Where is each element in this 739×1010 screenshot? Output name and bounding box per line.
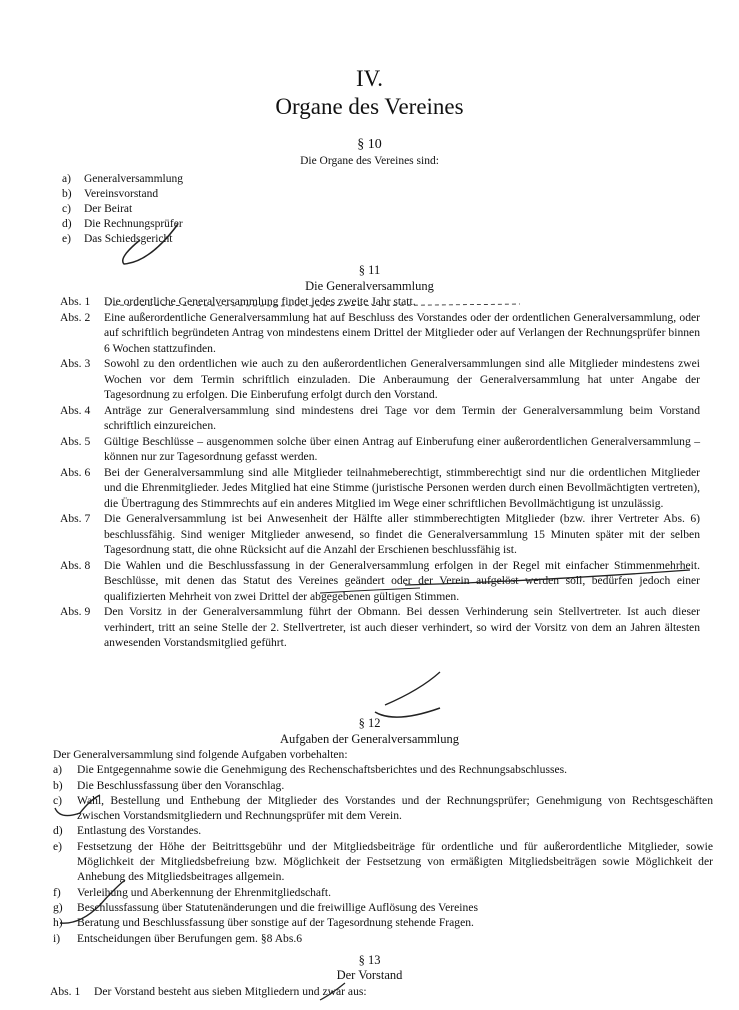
paragraph-label: Abs. 1 [50,985,81,998]
list-item-text: Beratung und Beschlussfassung über sonstige auf der Tagesordnung stehende Fragen. [77,916,474,930]
list-item [62,187,183,202]
paragraph-label: Abs. 9 [60,605,91,618]
organs-list [62,172,183,247]
list-item-text: Vereinsvorstand [84,188,159,200]
paragraph-label: Abs. 1 [60,295,91,308]
paragraph-label: Abs. 2 [60,310,91,324]
list-item-label: d) [53,824,63,838]
paragraph-label: Abs. 4 [60,403,91,417]
section-11-number: § 11 [358,263,381,277]
list-item [53,839,713,885]
list-item-label: d) [62,218,72,230]
list-item-label: c) [62,203,71,215]
list-item-text: Verleihung und Aberkennung der Ehrenmitgliedschaft. [77,885,332,899]
list-item-label: c) [53,793,63,807]
paragraph-label: Abs. 3 [60,357,91,370]
list-item-text: Die Beschlussfassung über den Voranschlag. [77,778,285,792]
paragraph-text: Sowohl zu den ordentlichen wie auch zu den außerordentlichen Generalversammlungen sind alle Mitglieder mindestens zwei Wochen vor dem Termin schriftlich einzuladen. Die Anberaumung der Generalversammlung hat unter Angabe der Tagesordnung zu erfolgen. Die Einberufung erfolgt durch den Vorstand. [104,357,700,401]
list-item-label: h) [53,916,63,930]
section-12-tasks [53,747,713,946]
paragraph [60,403,700,434]
list-item-text: Entlastung des Vorstandes. [77,824,202,838]
paragraph [50,984,690,1000]
paragraph-text: Eine außerordentliche Generalversammlung hat auf Beschluss des Vorstandes oder der ordentlichen Generalversammlung, oder auf schriftlich begründeten Antrag von mindestens einem Drittel der Mitglieder oder auf Verlangen der Rechnungsprüfer binnen 6 Wochen stattzufinden. [104,310,700,355]
list-item-text: Festsetzung der Höhe der Beitrittsgebühr und der Mitgliedsbeiträge für ordentliche und für außerordentliche Mitglieder, sowie Möglichkeit der Mitgliedsbefreiung bzw. Möglichkeit der Festsetzung von ermäßigten Mitgliedsbeiträgen sowie Möglichkeit der Anhebung des Mitgliedsbeitrages allgemein. [77,839,713,884]
list-item-text: Entscheidungen über Berufungen gem. §8 Abs.6 [77,931,303,945]
paragraph-label: Abs. 7 [60,512,91,525]
paragraph [60,294,700,310]
paragraph-label: Abs. 6 [60,465,91,479]
list-item [62,202,183,217]
list-item-label: f) [53,885,61,899]
paragraph [60,511,700,558]
list-item-text: Der Beirat [84,203,133,215]
list-item [53,931,713,946]
paragraph-text: Der Vorstand besteht aus sieben Mitgliedern und zwar aus: [94,985,367,998]
chapter-title: Organe des Vereines [275,94,464,119]
list-item-label: a) [53,763,63,777]
section-11-paragraphs [60,294,700,651]
section-10-number: § 10 [357,137,382,152]
list-item-label: b) [62,188,72,200]
list-item-text: Die Rechnungsprüfer [84,218,183,230]
chapter-number: IV. [355,66,384,91]
section-11-title: Die Generalversammlung [305,279,434,293]
paragraph-text: Gültige Beschlüsse – ausgenommen solche über einen Antrag auf Einberufung einer außerordentlichen Generalversammlung – können nur zur Tagesordnung gefasst werden. [104,434,700,463]
tasks-intro: Der Generalversammlung sind folgende Aufgaben vorbehalten: [53,748,348,761]
paragraph-text: Die Generalversammlung ist bei Anwesenheit der Hälfte aller stimmberechtigten Mitglieder (bzw. ihrer Vertreter Abs. 6) beschlussfähig. Sind weniger Mitglieder anwesend, so findet die Generalversammlung 15 Minuten später mit der selben Tagesordnung statt, die ohne Rücksicht auf die Anzahl der Erschienen beschlussfähig ist. [104,512,700,556]
section-12-number: § 12 [358,716,381,730]
section-12-title: Aufgaben der Generalversammlung [279,732,460,746]
list-item-text: Die Entgegennahme sowie die Genehmigung des Rechenschaftsberichtes und des Rechnungsabschlusses. [77,763,568,777]
paragraph-text: Den Vorsitz in der Generalversammlung führt der Obmann. Bei dessen Verhinderung sein Stellvertreter. Ist auch dieser verhindert, tritt an seine Stelle der 2. Stellvertreter, ist auch dieser verhindert, so wird der Vorsitz von dem an Jahren ältesten anwesenden Vorstandsmitglied geführt. [104,605,700,649]
list-item-label: g) [53,900,63,914]
list-item [53,823,713,838]
pen-stroke [385,672,440,705]
list-item [62,217,183,232]
list-item-label: e) [62,233,71,245]
section-13-paragraphs [50,984,690,1000]
paragraph-label: Abs. 8 [60,558,91,572]
list-item [53,778,713,793]
list-item-label: e) [53,839,63,853]
paragraph [60,310,700,357]
paragraph-label: Abs. 5 [60,434,91,448]
section-13-number: § 13 [358,953,381,967]
list-item [53,885,713,900]
list-item-text: Beschlussfassung über Statutenänderungen und die freiwillige Auflösung des Vereines [77,900,478,914]
paragraph [60,558,700,605]
paragraph [60,356,700,403]
list-item-label: i) [53,931,61,945]
list-item [53,793,713,824]
paragraph [60,604,700,651]
paragraph-text: Die Wahlen und die Beschlussfassung in der Generalversammlung erfolgen in der Regel mit einfacher Stimmenmehrheit. Beschlüsse, mit denen das Statut des Vereines geändert oder der Verein aufgelöst werden soll, bedürfen jedoch einer qualifizierten Mehrheit von zwei Drittel der abgegebenen gültigen Stimmen. [104,558,700,603]
list-item-text: Wahl, Bestellung und Enthebung der Mitglieder des Vorstandes und der Rechnungsprüfer; Genehmigung von Rechtsgeschäften zwischen Vorstandsmitgliedern und Rechnungsprüfer mit dem Verein. [77,793,713,823]
list-item-label: a) [62,173,71,185]
paragraph-text: Bei der Generalversammlung sind alle Mitglieder teilnahmeberechtigt, stimmberechtigt sind nur die ordentlichen Mitglieder und die Ehrenmitglieder. Jedes Mitglied hat eine Stimme (juristische Personen werden durch einen Bevollmächtigten vertreten), die Übertragung des Stimmrechts auf ein anderes Mitglied im Wege einer schriftlichen Bevollmächtigung ist unzulässig. [104,465,700,510]
paragraph-text: Anträge zur Generalversammlung sind mindestens drei Tage vor dem Termin der Generalversammlung beim Vorstand schriftlich einzureichen. [104,403,700,432]
paragraph-text: Die ordentliche Generalversammlung findet jedes zweite Jahr statt. [104,295,416,308]
section-10-intro: Die Organe des Vereines sind: [300,155,439,167]
list-item [62,172,183,187]
paragraph [60,465,700,512]
list-item-text: Das Schiedsgericht [84,233,173,245]
list-item [62,232,183,247]
list-item [53,900,713,915]
paragraph [60,434,700,465]
list-item [53,762,713,777]
list-item-label: b) [53,778,63,792]
list-item [53,915,713,930]
list-item-text: Generalversammlung [84,173,183,185]
section-13-title: Der Vorstand [336,968,403,982]
